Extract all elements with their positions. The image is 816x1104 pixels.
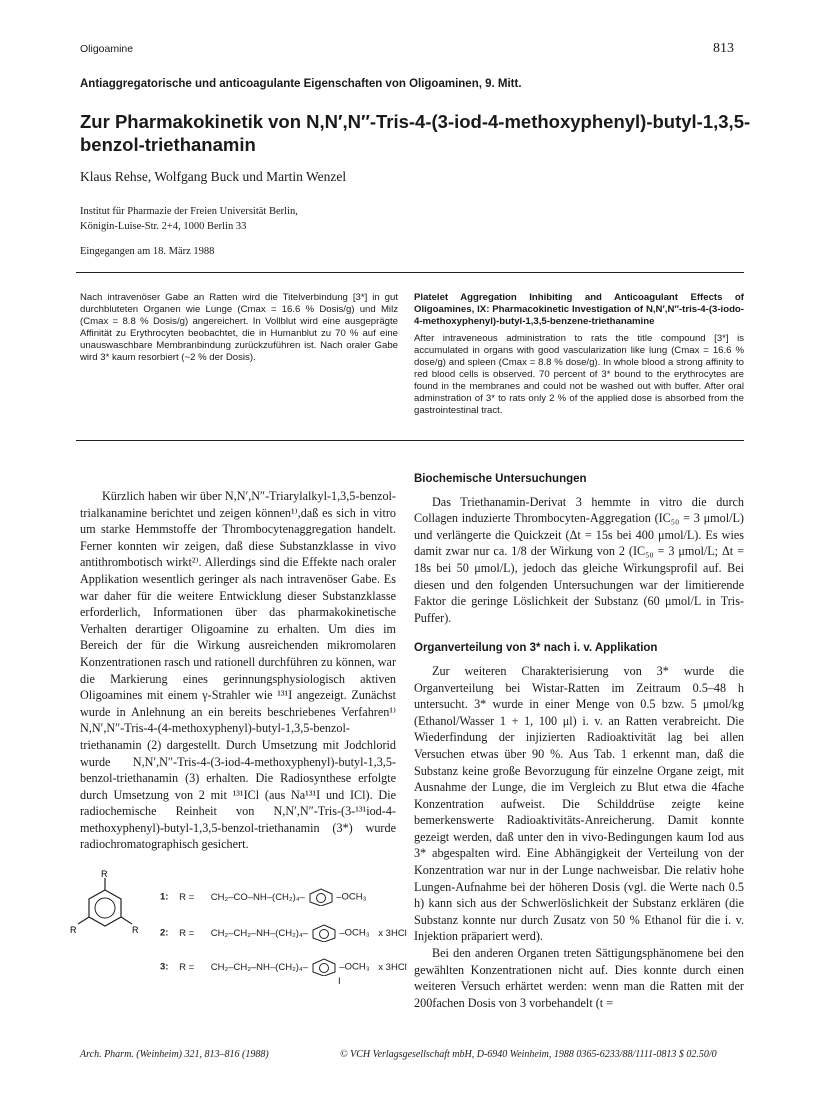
- r-label: R: [101, 870, 108, 879]
- formula-row: [160, 958, 407, 976]
- formula-text: CH₂–CH₂–NH–(CH₂)₄–: [210, 927, 309, 939]
- paragraph: Zur weiteren Charakterisierung von 3* wurde die Organverteilung bei Wistar-Ratten im Zeitraum 0.5–48 h untersucht. 3* wurde in einer Menge von 0.5 bzw. 5 μmol/kg (Ethanol/Wasser 1 + 1, 100 μl) i. v. an Ratten verabreicht. Die Wiederfindung der injizierten Radioaktivität lag bei allen Versuchen etwas über 90 %. Aus Tab. 1 erkennt man, daß die Substanz keine große Bevorzugung für einzelne Organe zeigt, mit Ausnahme der Lunge, die im Vergleich zu Blut etwa die 4fache Konzentration aufweist. Die Schilddrüse zeigte keine bemerkenswerte Radioaktivitäts-Anreicherung. Damit konnte gezeigt werden, daß unter den in vivo-Bedingungen kaum Iod aus 3* abgespalten wird. Eine Abhängigkeit der Verteilung von der Konzentration war nur in der Lunge nachweisbar. Die relativ hohe Lungen-Aufnahme bei der höheren Dosis (vgl. die Werte nach 0.5 h) kann sich aus der Schwerlöslichkeit der Substanz erklären (die Substanz konnte nur durch Zusatz von 50 % Ethanol für die i. v. Injektion präpariert werd).: [414, 663, 744, 944]
- running-title: Oligoamine: [80, 43, 134, 55]
- authors: Klaus Rehse, Wolfgang Buck und Martin Wenzel: [80, 169, 347, 184]
- affiliation-line: Institut für Pharmazie der Freien Universität Berlin,: [80, 206, 298, 217]
- formula-row: [160, 888, 366, 906]
- paragraph: Bei den anderen Organen treten Sättigungsphänomene bei den gewählten Konzentrationen nicht auf. Dies konnte durch einen weiteren Versuch erhärtet werden: wenn man die Ratten mit der 200fachen Dosis von 3 vorbehandelt (t =: [414, 946, 744, 1010]
- compound-number: 3:: [160, 961, 169, 973]
- benzene-core-structure: [70, 870, 150, 950]
- compound-number: 1:: [160, 891, 169, 903]
- r-equals: R =: [179, 891, 195, 903]
- section-heading: Biochemische Untersuchungen: [414, 473, 587, 485]
- paragraph: Kürzlich haben wir über N,N′,N″-Triarylalkyl-1,3,5-benzol-trialkanamine berichtet und zeigen können¹⁾,daß es sich in vitro um starke Hemmstoffe der Thrombocytenaggregation handelt. Ferner konnten wir zeigen, daß diese Substanzklasse in vivo antithrombotisch wirkt²⁾. Allerdings sind die Effekte nach oraler Applikation wesentlich geringer als nach intravenöser Gabe. Es war daher für die weitere Entwicklung dieser Substanzklasse erforderlich, Informationen über das pharmakokinetische Verhalten derartiger Oligoamine zu erhalten. Um dies im Bereich der für die Wirkung ausreichenden mikromolaren Konzentrationen rasch und rationell durchführen zu können, war die Markierung eines gerinnungsphysiologisch aktiven Oligoamines mit einem γ-Strahler wie ¹³¹I angezeigt. Zunächst wurde in Anlehnung an ein bereits beschriebenes Verfahren¹⁾ N,N′,N″-Tris-4-(4-methoxyphenyl)-butyl-1,3,5-benzol-triethanamin (2) dargestellt. Durch Umsetzung mit Jodchlorid wurde N,N′,N″-Tris-4-(3-iod-4-methoxyphenyl)-butyl-1,3,5-benzol-triethanamin (3) erhalten. Die Radiosynthese erfolgte durch Umsetzung von 2 mit ¹³¹ICl (aus Na¹³¹I und ICl). Die radiochemische Reinheit von N,N′,N″-Tris-(3-¹³¹iod-4-methoxyphenyl)-butyl-1,3,5-benzol-triethanamin (3*) wurde radiochromatographisch gesichert.: [80, 489, 396, 852]
- abstract-german: Nach intravenöser Gabe an Ratten wird die Titelverbindung [3*] in gut durchbluteten Organen wie Lunge (Cmax = 16.6 % Dosis/g) und Milz (Cmax = 8.8 % Dosis/g) angereichert. In Vollblut wird eine ausgeprägte Affinität zu Erythrocyten beobachtet, die in Humanblut zu 70 % auf eine unauswaschbare Membranbindung zurückzuführen ist. Nach oraler Gabe wird 3* kaum resorbiert (~2 % der Dosis).: [80, 292, 398, 363]
- journal-citation: Arch. Pharm. (Weinheim) 321, 813–816 (1988): [80, 1049, 269, 1060]
- affiliation-line: Königin-Luise-Str. 2+4, 1000 Berlin 33: [80, 221, 247, 232]
- formula-tail: –OCH₃: [339, 927, 370, 939]
- copyright-line: © VCH Verlagsgesellschaft mbH, D-6940 Weinheim, 1988 0365-6233/88/1111-0813 $ 02.50/0: [340, 1049, 717, 1060]
- divider: [76, 272, 744, 273]
- r-equals: R =: [179, 961, 195, 973]
- page-number: 813: [713, 41, 734, 56]
- r-label: R: [132, 925, 139, 935]
- paragraph: Das Triethanamin-Derivat 3 hemmte in vitro die durch Collagen induzierte Thrombocyten-Aggregation (IC₅₀ = 3 μmol/L) und verlängerte die Quickzeit (Δt = 15s bei 400 μmol/L). Es wies damit zwar nur ca. 1/8 der Wirkung von 2 (IC₅₀ = 3 μmol/L; Δt = 18s bei 50 μmol/L), jedoch das gleiche Wirkungsprofil auf. Bei diesen und den folgenden Untersuchungen war der limitierende Faktor die geringe Löslichkeit der Substanz (60 μmol/L in Tris-Puffer).: [414, 494, 744, 625]
- series-title: Antiaggregatorische und anticoagulante Eigenschaften von Oligoaminen, 9. Mitt.: [80, 78, 522, 90]
- abstract-english: [414, 292, 744, 417]
- r-equals: R =: [179, 927, 195, 939]
- chemical-structure-figure: [70, 870, 410, 987]
- article-title: Zur Pharmakokinetik von N,N′,N″-Tris-4-(3-iod-4-methoxyphenyl)-butyl-1,3,5-benzol-triethanamin: [80, 111, 751, 155]
- salt-suffix: x 3HCl: [378, 961, 407, 973]
- r-label: R: [70, 925, 77, 935]
- divider: [76, 440, 744, 441]
- received-date: Eingegangen am 18. März 1988: [80, 246, 215, 257]
- abstract-english-text: After intraveneous administration to rats the title compound [3*] is accumulated in organs with good vascularization like lung (Cmax = 16.6 % dose/g) and spleen (Cmax = 8.8 % dose/g). In whole blood a strong affinity to red blood cells is observed. 70 percent of 3* bound to the erythrocytes are found in the membranes and could not be washed out with buffer. After oral adminstration of 3* to rats only 2 % of the applied dose is absorbed from the gastrointestinal tract.: [414, 333, 744, 416]
- section-heading: Organverteilung von 3* nach i. v. Applikation: [414, 642, 658, 655]
- formula-row: [160, 924, 407, 942]
- salt-suffix: x 3HCl: [378, 927, 407, 939]
- formula-text: CH₂–CH₂–NH–(CH₂)₄–: [210, 961, 309, 973]
- compound-number: 2:: [160, 927, 169, 939]
- phenyl-ring-icon: [311, 924, 337, 942]
- phenyl-ring-icon: [311, 958, 337, 976]
- abstract-english-title: Platelet Aggregation Inhibiting and Anticoagulant Effects of Oligoamines, IX: Pharmacokinetic Investigation of N,N′,N″-tris-4-(3-iodo-4-methoxyphenyl)-butyl-1,3,5-benzene-triethanamine: [414, 292, 744, 327]
- formula-tail: –OCH₃: [339, 961, 370, 973]
- affiliation: [80, 204, 298, 234]
- formula-text: CH₂–CO–NH–(CH₂)₄–: [210, 891, 305, 903]
- phenyl-ring-icon: [308, 888, 334, 906]
- iodo-substituent: I: [338, 976, 341, 987]
- body-right-column: [414, 471, 744, 1011]
- body-left-column: [80, 488, 396, 853]
- formula-tail: –OCH₃: [336, 891, 367, 903]
